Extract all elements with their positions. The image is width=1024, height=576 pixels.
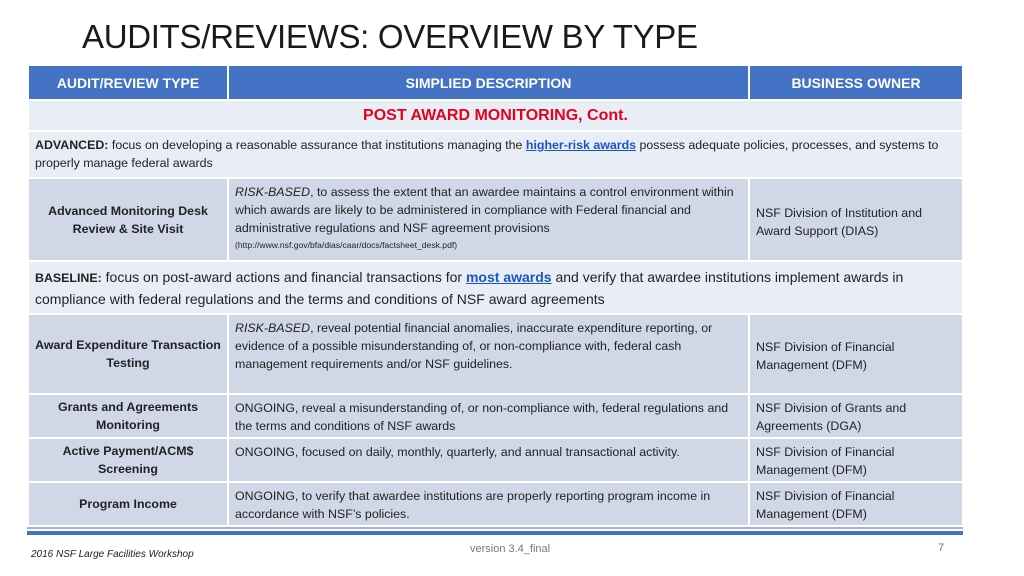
page-title: AUDITS/REVIEWS: OVERVIEW BY TYPE: [82, 18, 698, 55]
row-owner: NSF Division of Grants and Agreements (DGA): [749, 394, 963, 438]
row-description-text: , to assess the extent that an awardee maintains a control environment within which awards are likely to be administered in compliance with Federal financial and administrative regulations and NSF agreement provisions: [235, 185, 734, 235]
row-description: ONGOING, to verify that awardee institutions are properly reporting program income in accordance with NSF’s policies.: [228, 482, 749, 526]
baseline-text-after: and verify that awardee institutions implement awards in compliance with federal regulations and the terms and conditions of NSF award agreements: [35, 269, 904, 307]
footer-divider-thick: [27, 531, 963, 535]
footer-version: version 3.4_final: [470, 543, 551, 555]
row-type: Program Income: [28, 482, 228, 526]
section-title: POST AWARD MONITORING, Cont.: [28, 100, 963, 131]
advanced-section-text: [28, 131, 963, 178]
row-owner: NSF Division of Institution and Award Support (DIAS): [749, 178, 963, 261]
row-type: Grants and Agreements Monitoring: [28, 394, 228, 438]
baseline-text-before: focus on post-award actions and financial transactions for: [101, 269, 466, 285]
table-row: [28, 314, 963, 394]
higher-risk-awards-link[interactable]: higher-risk awards: [525, 138, 637, 152]
header-owner: BUSINESS OWNER: [749, 65, 963, 100]
row-type: Active Payment/ACM$ Screening: [28, 438, 228, 482]
table-row: [28, 394, 963, 438]
row-description-emphasis: RISK-BASED: [235, 321, 311, 335]
advanced-label: ADVANCED:: [35, 138, 109, 152]
advanced-text-after: possess adequate policies, processes, and systems to properly manage federal awards: [35, 138, 939, 170]
row-type: Award Expenditure Transaction Testing: [28, 314, 228, 394]
row-description: ONGOING, focused on daily, monthly, quarterly, and annual transactional activity.: [228, 438, 749, 482]
most-awards-link[interactable]: most awards: [465, 269, 552, 285]
baseline-label: BASELINE:: [35, 271, 102, 285]
header-type: AUDIT/REVIEW TYPE: [28, 65, 228, 100]
header-description: SIMPLIED DESCRIPTION: [228, 65, 749, 100]
page-number: 7: [938, 542, 945, 554]
row-description-text: , reveal potential financial anomalies, inaccurate expenditure reporting, or evidence of a possible misunderstanding of, or non-compliance with, federal cash management requirements and/or NSF guidelines.: [235, 321, 713, 371]
footer-divider-thin: [27, 527, 963, 529]
row-description: [228, 314, 749, 394]
footer-event: 2016 NSF Large Facilities Workshop: [31, 549, 194, 560]
advanced-text-before: focus on developing a reasonable assurance that institutions managing the: [108, 138, 526, 152]
row-type: Advanced Monitoring Desk Review & Site Visit: [28, 178, 228, 261]
table-row: [28, 482, 963, 526]
table-row: [28, 178, 963, 261]
table-header-row: [28, 65, 963, 100]
row-description-emphasis: RISK-BASED: [235, 185, 311, 199]
table-row: [28, 438, 963, 482]
row-owner: NSF Division of Financial Management (DFM): [749, 438, 963, 482]
row-description: ONGOING, reveal a misunderstanding of, or non-compliance with, federal regulations and the terms and conditions of NSF awards: [228, 394, 749, 438]
row-owner: NSF Division of Financial Management (DFM): [749, 482, 963, 526]
row-description: [228, 178, 749, 261]
desk-review-url: (http://www.nsf.gov/bfa/dias/caar/docs/factsheet_desk.pdf): [235, 240, 458, 250]
baseline-section-text: [28, 261, 963, 314]
section-title-row: [28, 100, 963, 131]
row-owner: NSF Division of Financial Management (DFM): [749, 314, 963, 394]
advanced-section-row: [28, 131, 963, 178]
audit-review-table: [27, 64, 964, 527]
baseline-section-row: [28, 261, 963, 314]
